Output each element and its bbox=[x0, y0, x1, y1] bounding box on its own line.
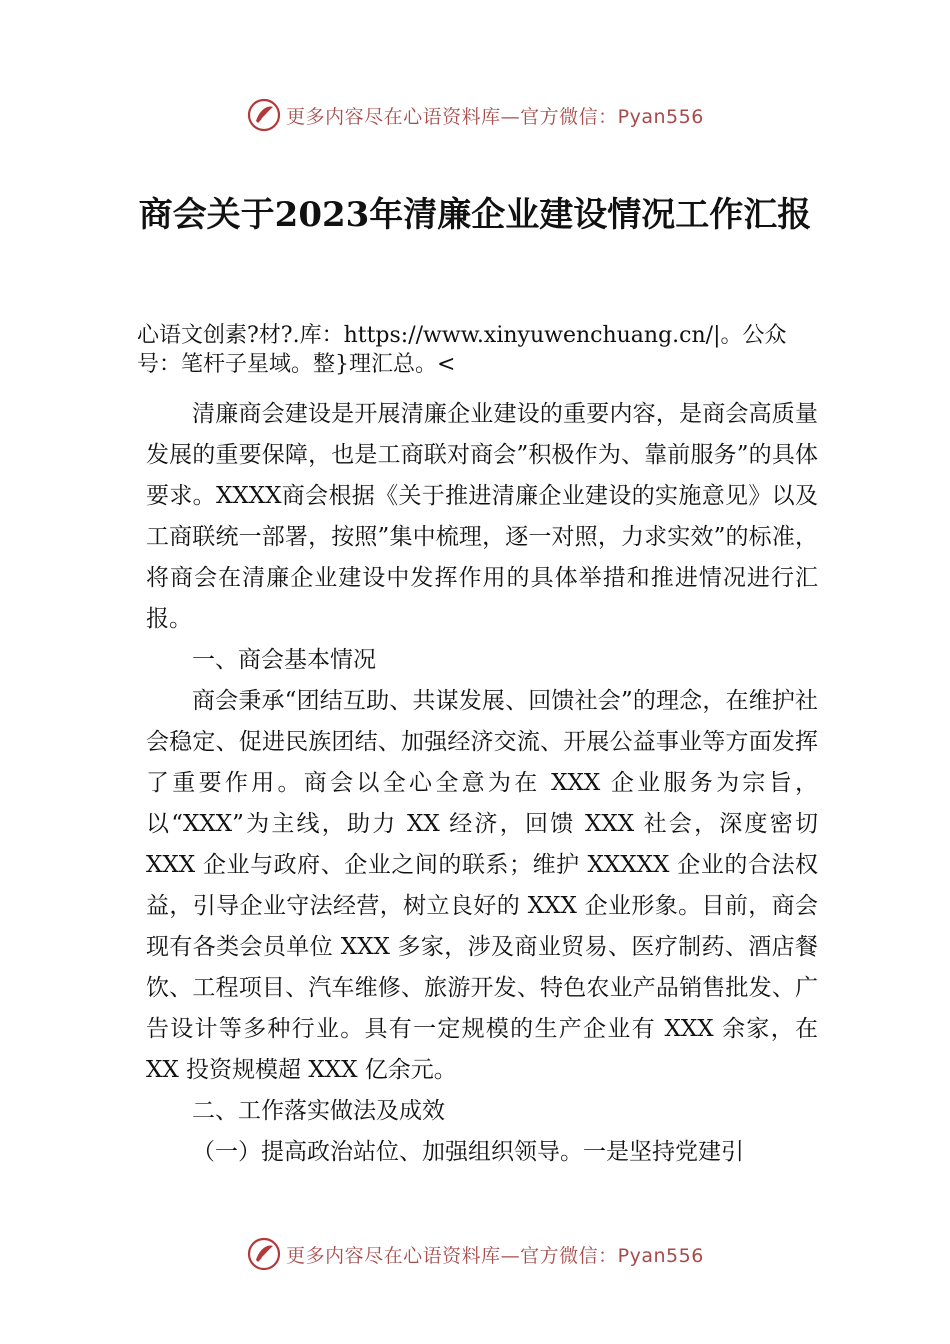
document-title: 商会关于2023年清廉企业建设情况工作汇报 bbox=[138, 195, 812, 235]
section-heading: 一、商会基本情况 bbox=[192, 647, 376, 673]
document-body bbox=[146, 394, 818, 1173]
paragraph: 商会秉承“团结互助、共谋发展、回馈社会”的理念，在维护社会稳定、促进民族团结、加强经济交流、开展公益事业等方面发挥了重要作用。商会以全心全意为在 XXX 企业服务为宗旨，以“XXX”为主线，助力 XX 经济，回馈 XXX 社会，深度密切 XXX 企业与政府、企业之间的联系；维护 XXXXX 企业的合法权益，引导企业守法经营，树立良好的 XXX 企业形象。目前，商会现有各类会员单位 XXX 多家，涉及商业贸易、医疗制药、酒店餐饮、工程项目、汽车维修、旅游开发、特色农业产品销售批发、广告设计等多种行业。具有一定规模的生产企业有 XXX 余家，在 XX 投资规模超 XXX 亿余元。 bbox=[146, 688, 818, 1083]
wechat-id: Pyan556 bbox=[617, 105, 704, 128]
section-heading: 二、工作落实做法及成效 bbox=[192, 1098, 445, 1124]
source-note: 心语文创素?材?.库：https://www.xinyuwenchuang.cn/|。公众号：笔杆子星域。整}理汇总。< bbox=[137, 323, 787, 377]
header-watermark-banner bbox=[0, 95, 950, 135]
brand-logo-icon bbox=[246, 97, 282, 133]
wechat-id: Pyan556 bbox=[617, 1244, 704, 1267]
paragraph: 清廉商会建设是开展清廉企业建设的重要内容，是商会高质量发展的重要保障，也是工商联对商会”积极作为、靠前服务”的具体要求。XXXX商会根据《关于推进清廉企业建设的实施意见》以及工商联统一部署，按照”集中梳理，逐一对照，力求实效”的标准，将商会在清廉企业建设中发挥作用的具体举措和推进情况进行汇报。 bbox=[146, 401, 818, 632]
brand-logo-icon bbox=[246, 1236, 282, 1272]
banner-text: 更多内容尽在心语资料库—官方微信：Pyan556 bbox=[286, 1244, 704, 1267]
footer-watermark-banner bbox=[0, 1234, 950, 1274]
banner-text: 更多内容尽在心语资料库—官方微信：Pyan556 bbox=[286, 105, 704, 128]
paragraph: （一）提高政治站位、加强组织领导。一是坚持党建引 bbox=[192, 1139, 744, 1165]
